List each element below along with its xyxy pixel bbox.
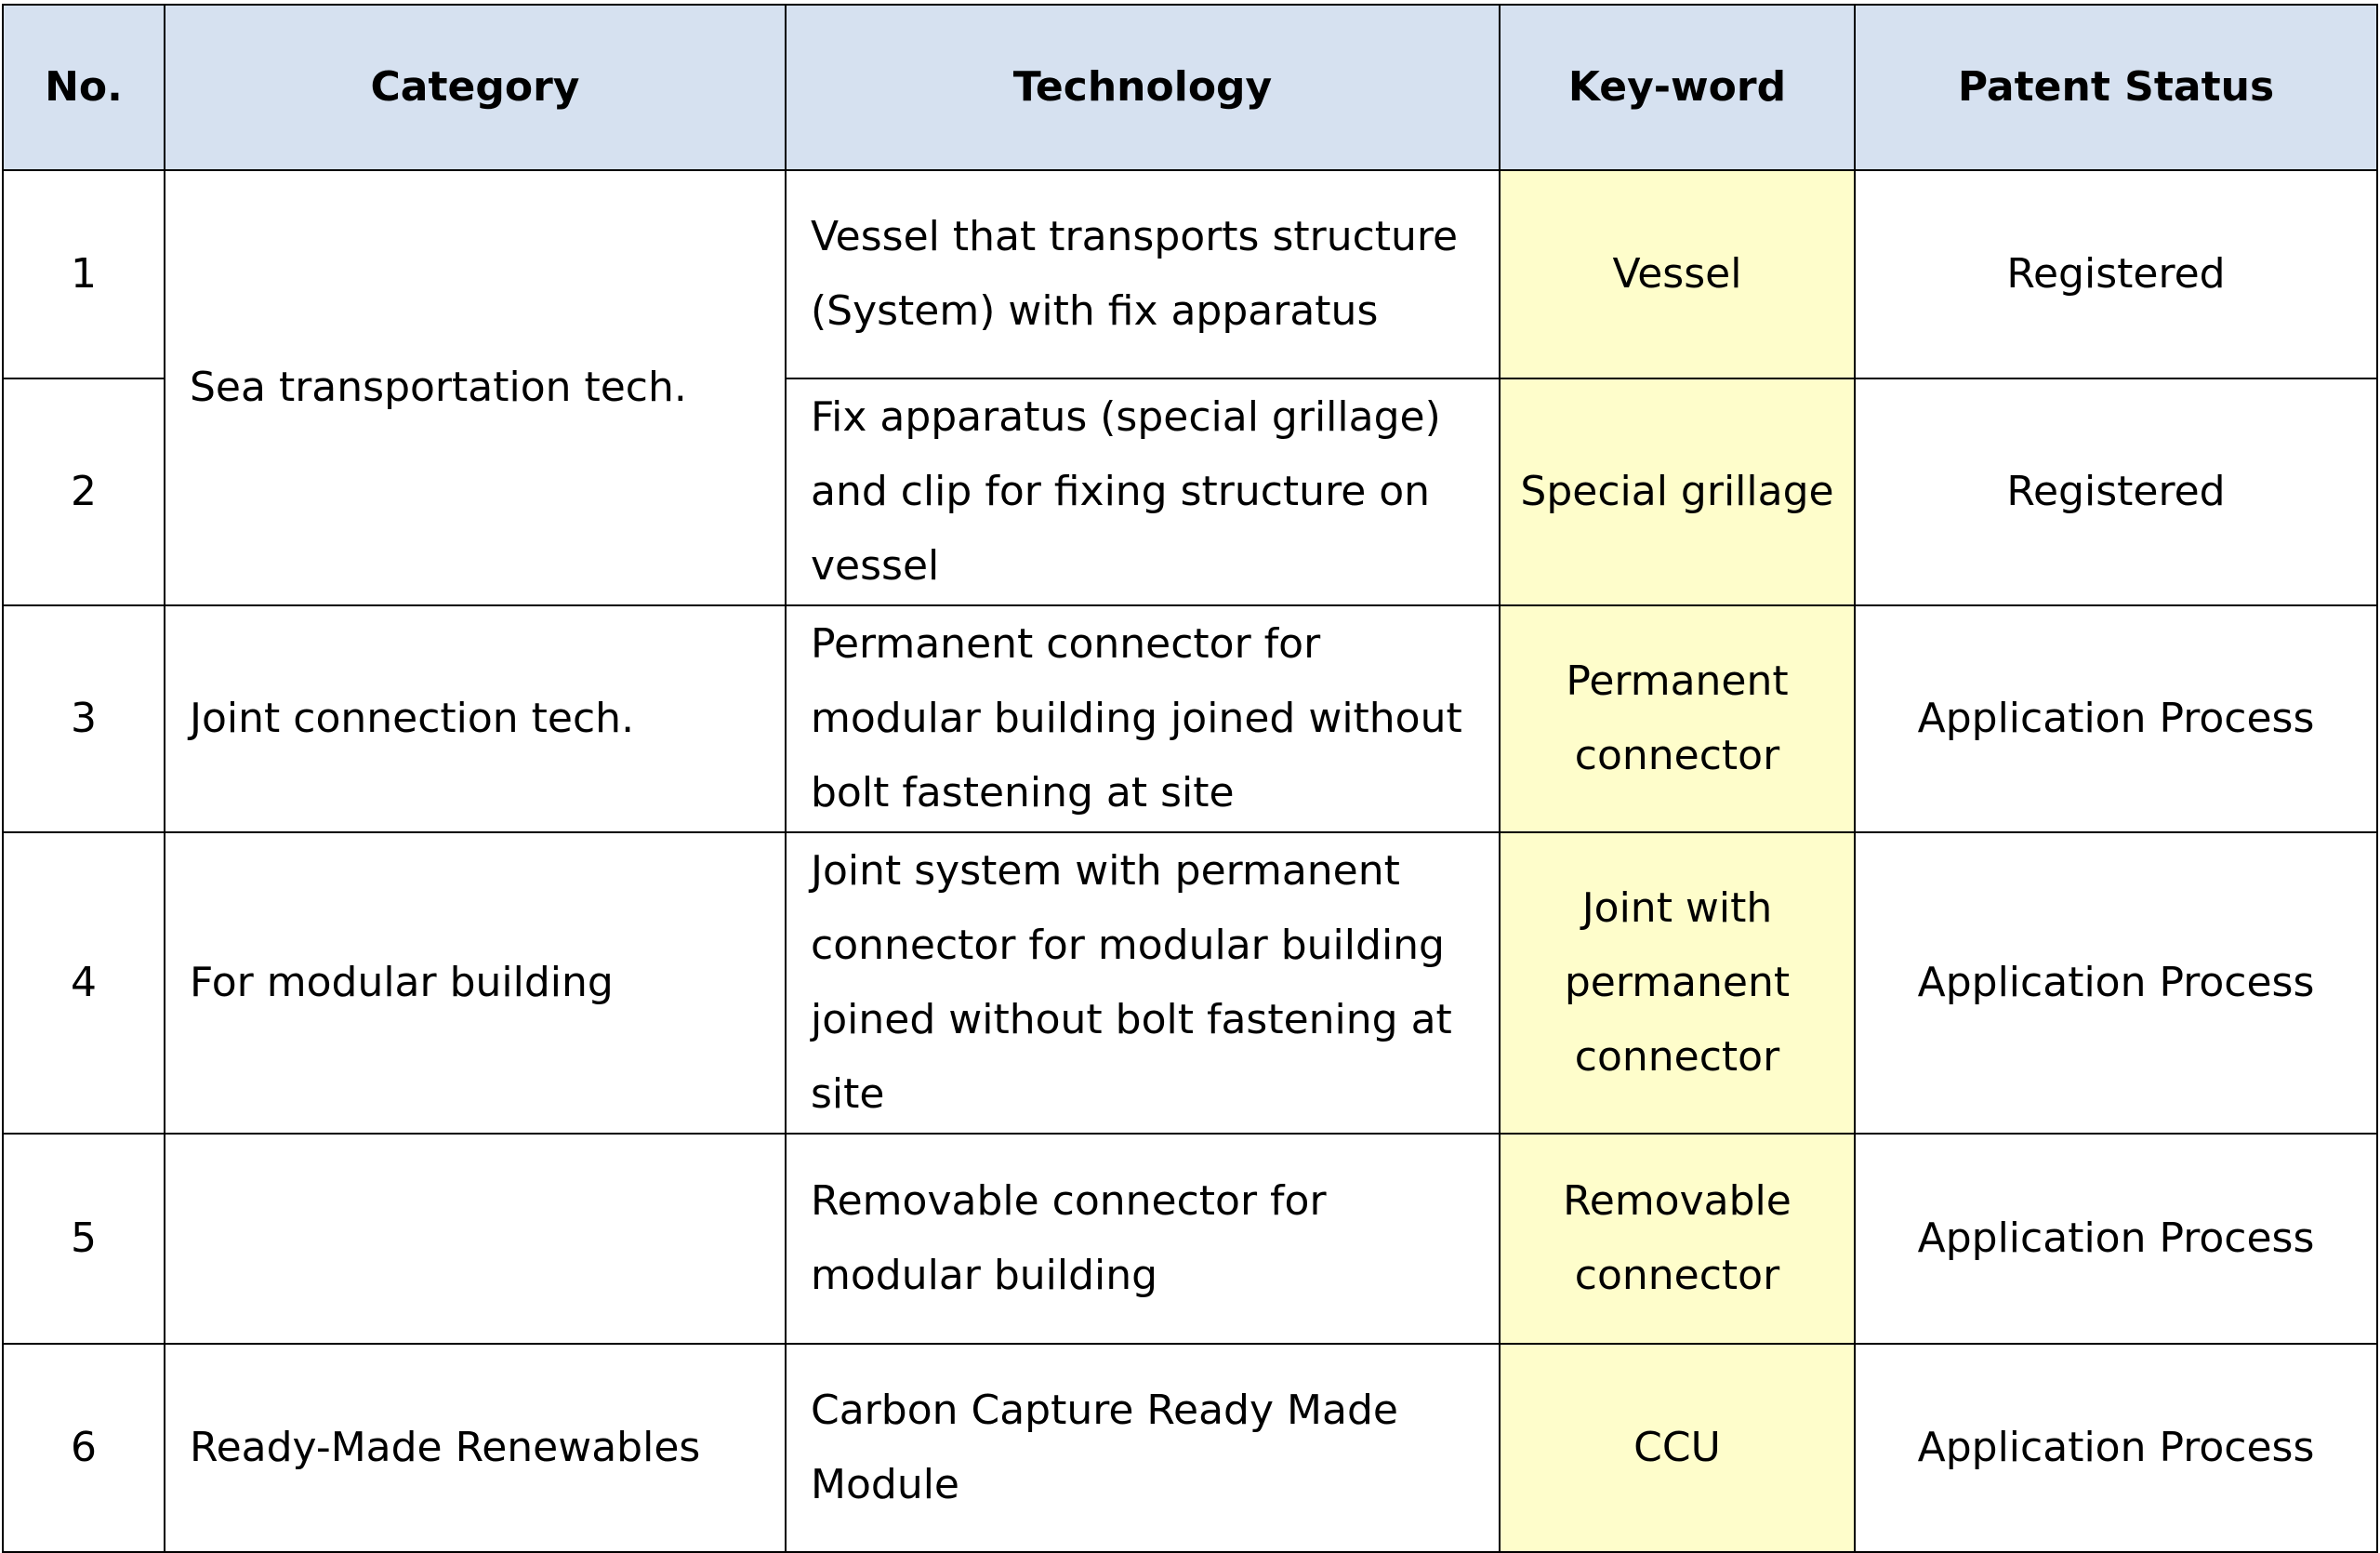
row-patent-status: Application Process: [1855, 605, 2377, 832]
row-patent-status: Application Process: [1855, 1134, 2377, 1344]
row-category: Sea transportation tech.: [165, 170, 786, 605]
table-row: [3, 170, 2377, 378]
header-row: [3, 5, 2377, 170]
row-keyword: Permanent connector: [1500, 605, 1855, 832]
row-keyword: Removable connector: [1500, 1134, 1855, 1344]
table-row: [3, 1344, 2377, 1552]
row-patent-status: Application Process: [1855, 832, 2377, 1134]
row-number: 2: [3, 378, 165, 605]
row-patent-status: Registered: [1855, 170, 2377, 378]
row-category: For modular building: [165, 832, 786, 1134]
header-no: No.: [3, 5, 165, 170]
row-category: Ready-Made Renewables: [165, 1344, 786, 1552]
row-keyword: Special grillage: [1500, 378, 1855, 605]
row-number: 6: [3, 1344, 165, 1552]
row-number: 5: [3, 1134, 165, 1344]
patent-table: [2, 4, 2378, 1553]
table-row: [3, 832, 2377, 1134]
row-keyword: Joint with permanent connector: [1500, 832, 1855, 1134]
row-number: 3: [3, 605, 165, 832]
row-patent-status: Application Process: [1855, 1344, 2377, 1552]
row-technology: Removable connector for modular building: [786, 1134, 1500, 1344]
table-header: [3, 5, 2377, 170]
row-number: 4: [3, 832, 165, 1134]
row-category: [165, 1134, 786, 1344]
header-category: Category: [165, 5, 786, 170]
row-number: 1: [3, 170, 165, 378]
header-technology: Technology: [786, 5, 1500, 170]
row-technology: Joint system with permanent connector for modular building joined without bolt fastening at site: [786, 832, 1500, 1134]
row-technology: Permanent connector for modular building joined without bolt fastening at site: [786, 605, 1500, 832]
header-keyword: Key-word: [1500, 5, 1855, 170]
table-row: [3, 605, 2377, 832]
row-technology: Carbon Capture Ready Made Module: [786, 1344, 1500, 1552]
table-row: [3, 1134, 2377, 1344]
row-patent-status: Registered: [1855, 378, 2377, 605]
table-body: [3, 170, 2377, 1552]
row-keyword: CCU: [1500, 1344, 1855, 1552]
header-patent-status: Patent Status: [1855, 5, 2377, 170]
row-keyword: Vessel: [1500, 170, 1855, 378]
row-technology: Fix apparatus (special grillage) and clip for fixing structure on vessel: [786, 378, 1500, 605]
row-category: Joint connection tech.: [165, 605, 786, 832]
row-technology: Vessel that transports structure (System) with fix apparatus: [786, 170, 1500, 378]
patent-table-container: [2, 4, 2378, 1553]
